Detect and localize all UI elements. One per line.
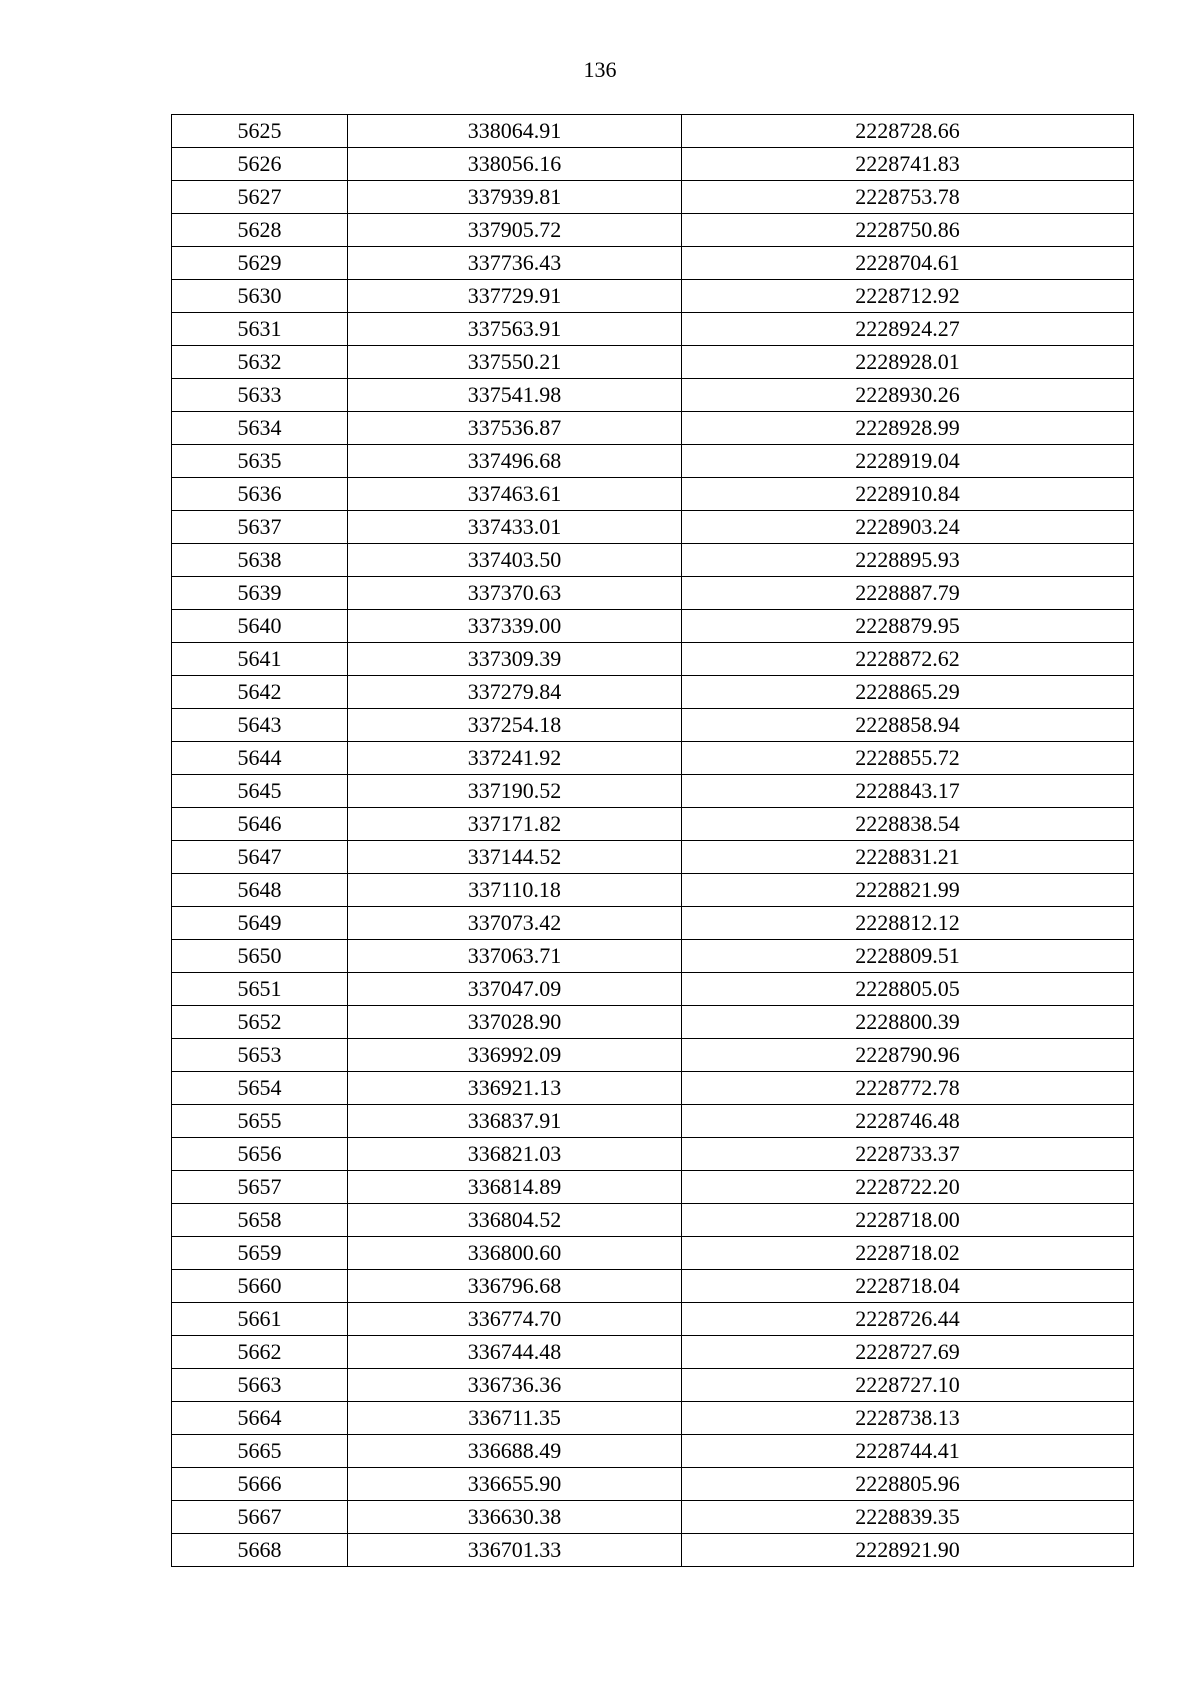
point-number-cell: 5643 bbox=[172, 709, 348, 742]
table-row bbox=[172, 412, 1134, 445]
x-coordinate-cell: 337433.01 bbox=[348, 511, 682, 544]
table-row bbox=[172, 379, 1134, 412]
x-coordinate-cell: 336800.60 bbox=[348, 1237, 682, 1270]
y-coordinate-cell: 2228921.90 bbox=[682, 1534, 1134, 1567]
y-coordinate-cell: 2228772.78 bbox=[682, 1072, 1134, 1105]
x-coordinate-cell: 338064.91 bbox=[348, 115, 682, 148]
x-coordinate-cell: 336774.70 bbox=[348, 1303, 682, 1336]
y-coordinate-cell: 2228718.02 bbox=[682, 1237, 1134, 1270]
x-coordinate-cell: 337171.82 bbox=[348, 808, 682, 841]
table-row bbox=[172, 1501, 1134, 1534]
coordinates-table bbox=[171, 114, 1134, 1567]
table-row bbox=[172, 1303, 1134, 1336]
y-coordinate-cell: 2228903.24 bbox=[682, 511, 1134, 544]
y-coordinate-cell: 2228800.39 bbox=[682, 1006, 1134, 1039]
point-number-cell: 5666 bbox=[172, 1468, 348, 1501]
x-coordinate-cell: 337905.72 bbox=[348, 214, 682, 247]
x-coordinate-cell: 337403.50 bbox=[348, 544, 682, 577]
y-coordinate-cell: 2228821.99 bbox=[682, 874, 1134, 907]
x-coordinate-cell: 337254.18 bbox=[348, 709, 682, 742]
x-coordinate-cell: 336804.52 bbox=[348, 1204, 682, 1237]
table-row bbox=[172, 808, 1134, 841]
x-coordinate-cell: 337279.84 bbox=[348, 676, 682, 709]
x-coordinate-cell: 337563.91 bbox=[348, 313, 682, 346]
y-coordinate-cell: 2228750.86 bbox=[682, 214, 1134, 247]
x-coordinate-cell: 337541.98 bbox=[348, 379, 682, 412]
y-coordinate-cell: 2228712.92 bbox=[682, 280, 1134, 313]
x-coordinate-cell: 337550.21 bbox=[348, 346, 682, 379]
table-row bbox=[172, 577, 1134, 610]
y-coordinate-cell: 2228805.05 bbox=[682, 973, 1134, 1006]
point-number-cell: 5658 bbox=[172, 1204, 348, 1237]
table-row bbox=[172, 1435, 1134, 1468]
point-number-cell: 5640 bbox=[172, 610, 348, 643]
table-row bbox=[172, 775, 1134, 808]
y-coordinate-cell: 2228838.54 bbox=[682, 808, 1134, 841]
point-number-cell: 5631 bbox=[172, 313, 348, 346]
x-coordinate-cell: 337063.71 bbox=[348, 940, 682, 973]
x-coordinate-cell: 336814.89 bbox=[348, 1171, 682, 1204]
y-coordinate-cell: 2228726.44 bbox=[682, 1303, 1134, 1336]
point-number-cell: 5646 bbox=[172, 808, 348, 841]
x-coordinate-cell: 336630.38 bbox=[348, 1501, 682, 1534]
point-number-cell: 5659 bbox=[172, 1237, 348, 1270]
y-coordinate-cell: 2228919.04 bbox=[682, 445, 1134, 478]
x-coordinate-cell: 337496.68 bbox=[348, 445, 682, 478]
y-coordinate-cell: 2228718.04 bbox=[682, 1270, 1134, 1303]
x-coordinate-cell: 336655.90 bbox=[348, 1468, 682, 1501]
y-coordinate-cell: 2228910.84 bbox=[682, 478, 1134, 511]
table-row bbox=[172, 148, 1134, 181]
table-row bbox=[172, 1468, 1134, 1501]
point-number-cell: 5657 bbox=[172, 1171, 348, 1204]
page-number: 136 bbox=[583, 57, 617, 82]
table-row bbox=[172, 841, 1134, 874]
point-number-cell: 5647 bbox=[172, 841, 348, 874]
table-row bbox=[172, 643, 1134, 676]
point-number-cell: 5665 bbox=[172, 1435, 348, 1468]
table-row bbox=[172, 907, 1134, 940]
table-row bbox=[172, 247, 1134, 280]
y-coordinate-cell: 2228744.41 bbox=[682, 1435, 1134, 1468]
point-number-cell: 5651 bbox=[172, 973, 348, 1006]
table-row bbox=[172, 1204, 1134, 1237]
y-coordinate-cell: 2228741.83 bbox=[682, 148, 1134, 181]
y-coordinate-cell: 2228839.35 bbox=[682, 1501, 1134, 1534]
y-coordinate-cell: 2228843.17 bbox=[682, 775, 1134, 808]
point-number-cell: 5639 bbox=[172, 577, 348, 610]
y-coordinate-cell: 2228805.96 bbox=[682, 1468, 1134, 1501]
point-number-cell: 5644 bbox=[172, 742, 348, 775]
point-number-cell: 5649 bbox=[172, 907, 348, 940]
table-row bbox=[172, 346, 1134, 379]
y-coordinate-cell: 2228855.72 bbox=[682, 742, 1134, 775]
y-coordinate-cell: 2228722.20 bbox=[682, 1171, 1134, 1204]
table-row bbox=[172, 973, 1134, 1006]
table-row bbox=[172, 478, 1134, 511]
x-coordinate-cell: 337144.52 bbox=[348, 841, 682, 874]
point-number-cell: 5625 bbox=[172, 115, 348, 148]
table-row bbox=[172, 115, 1134, 148]
y-coordinate-cell: 2228865.29 bbox=[682, 676, 1134, 709]
y-coordinate-cell: 2228704.61 bbox=[682, 247, 1134, 280]
table-row bbox=[172, 940, 1134, 973]
x-coordinate-cell: 337339.00 bbox=[348, 610, 682, 643]
point-number-cell: 5667 bbox=[172, 1501, 348, 1534]
x-coordinate-cell: 336701.33 bbox=[348, 1534, 682, 1567]
x-coordinate-cell: 336992.09 bbox=[348, 1039, 682, 1072]
x-coordinate-cell: 337241.92 bbox=[348, 742, 682, 775]
y-coordinate-cell: 2228718.00 bbox=[682, 1204, 1134, 1237]
point-number-cell: 5629 bbox=[172, 247, 348, 280]
table-row bbox=[172, 1369, 1134, 1402]
point-number-cell: 5632 bbox=[172, 346, 348, 379]
point-number-cell: 5654 bbox=[172, 1072, 348, 1105]
table-row bbox=[172, 511, 1134, 544]
table-row bbox=[172, 1039, 1134, 1072]
table-row bbox=[172, 1105, 1134, 1138]
x-coordinate-cell: 336744.48 bbox=[348, 1336, 682, 1369]
table-row bbox=[172, 1171, 1134, 1204]
point-number-cell: 5630 bbox=[172, 280, 348, 313]
table-row bbox=[172, 1237, 1134, 1270]
table-row bbox=[172, 874, 1134, 907]
x-coordinate-cell: 337536.87 bbox=[348, 412, 682, 445]
x-coordinate-cell: 337736.43 bbox=[348, 247, 682, 280]
x-coordinate-cell: 337463.61 bbox=[348, 478, 682, 511]
point-number-cell: 5653 bbox=[172, 1039, 348, 1072]
x-coordinate-cell: 336711.35 bbox=[348, 1402, 682, 1435]
y-coordinate-cell: 2228812.12 bbox=[682, 907, 1134, 940]
point-number-cell: 5655 bbox=[172, 1105, 348, 1138]
y-coordinate-cell: 2228928.01 bbox=[682, 346, 1134, 379]
point-number-cell: 5652 bbox=[172, 1006, 348, 1039]
y-coordinate-cell: 2228727.10 bbox=[682, 1369, 1134, 1402]
table-row bbox=[172, 313, 1134, 346]
point-number-cell: 5641 bbox=[172, 643, 348, 676]
y-coordinate-cell: 2228895.93 bbox=[682, 544, 1134, 577]
x-coordinate-cell: 337729.91 bbox=[348, 280, 682, 313]
point-number-cell: 5656 bbox=[172, 1138, 348, 1171]
table-row bbox=[172, 544, 1134, 577]
x-coordinate-cell: 336837.91 bbox=[348, 1105, 682, 1138]
table-row bbox=[172, 1006, 1134, 1039]
table-row bbox=[172, 676, 1134, 709]
x-coordinate-cell: 337939.81 bbox=[348, 181, 682, 214]
x-coordinate-cell: 336921.13 bbox=[348, 1072, 682, 1105]
table-row bbox=[172, 1336, 1134, 1369]
x-coordinate-cell: 338056.16 bbox=[348, 148, 682, 181]
y-coordinate-cell: 2228858.94 bbox=[682, 709, 1134, 742]
x-coordinate-cell: 336736.36 bbox=[348, 1369, 682, 1402]
x-coordinate-cell: 336796.68 bbox=[348, 1270, 682, 1303]
table-row bbox=[172, 742, 1134, 775]
point-number-cell: 5635 bbox=[172, 445, 348, 478]
point-number-cell: 5642 bbox=[172, 676, 348, 709]
table-row bbox=[172, 214, 1134, 247]
x-coordinate-cell: 337370.63 bbox=[348, 577, 682, 610]
x-coordinate-cell: 337073.42 bbox=[348, 907, 682, 940]
x-coordinate-cell: 337028.90 bbox=[348, 1006, 682, 1039]
point-number-cell: 5661 bbox=[172, 1303, 348, 1336]
point-number-cell: 5636 bbox=[172, 478, 348, 511]
y-coordinate-cell: 2228924.27 bbox=[682, 313, 1134, 346]
x-coordinate-cell: 337190.52 bbox=[348, 775, 682, 808]
y-coordinate-cell: 2228746.48 bbox=[682, 1105, 1134, 1138]
point-number-cell: 5626 bbox=[172, 148, 348, 181]
table-row bbox=[172, 1138, 1134, 1171]
point-number-cell: 5663 bbox=[172, 1369, 348, 1402]
coordinates-table-body bbox=[172, 115, 1134, 1567]
table-row bbox=[172, 1072, 1134, 1105]
y-coordinate-cell: 2228738.13 bbox=[682, 1402, 1134, 1435]
y-coordinate-cell: 2228831.21 bbox=[682, 841, 1134, 874]
y-coordinate-cell: 2228790.96 bbox=[682, 1039, 1134, 1072]
y-coordinate-cell: 2228727.69 bbox=[682, 1336, 1134, 1369]
y-coordinate-cell: 2228879.95 bbox=[682, 610, 1134, 643]
x-coordinate-cell: 336688.49 bbox=[348, 1435, 682, 1468]
point-number-cell: 5627 bbox=[172, 181, 348, 214]
y-coordinate-cell: 2228753.78 bbox=[682, 181, 1134, 214]
y-coordinate-cell: 2228887.79 bbox=[682, 577, 1134, 610]
point-number-cell: 5650 bbox=[172, 940, 348, 973]
y-coordinate-cell: 2228872.62 bbox=[682, 643, 1134, 676]
point-number-cell: 5668 bbox=[172, 1534, 348, 1567]
y-coordinate-cell: 2228728.66 bbox=[682, 115, 1134, 148]
point-number-cell: 5645 bbox=[172, 775, 348, 808]
y-coordinate-cell: 2228928.99 bbox=[682, 412, 1134, 445]
point-number-cell: 5638 bbox=[172, 544, 348, 577]
point-number-cell: 5662 bbox=[172, 1336, 348, 1369]
table-row bbox=[172, 1270, 1134, 1303]
point-number-cell: 5628 bbox=[172, 214, 348, 247]
point-number-cell: 5633 bbox=[172, 379, 348, 412]
table-row bbox=[172, 445, 1134, 478]
table-row bbox=[172, 709, 1134, 742]
x-coordinate-cell: 336821.03 bbox=[348, 1138, 682, 1171]
y-coordinate-cell: 2228809.51 bbox=[682, 940, 1134, 973]
table-row bbox=[172, 280, 1134, 313]
y-coordinate-cell: 2228733.37 bbox=[682, 1138, 1134, 1171]
x-coordinate-cell: 337110.18 bbox=[348, 874, 682, 907]
table-row bbox=[172, 181, 1134, 214]
x-coordinate-cell: 337309.39 bbox=[348, 643, 682, 676]
table-row bbox=[172, 1534, 1134, 1567]
table-row bbox=[172, 1402, 1134, 1435]
y-coordinate-cell: 2228930.26 bbox=[682, 379, 1134, 412]
point-number-cell: 5660 bbox=[172, 1270, 348, 1303]
point-number-cell: 5648 bbox=[172, 874, 348, 907]
point-number-cell: 5664 bbox=[172, 1402, 348, 1435]
x-coordinate-cell: 337047.09 bbox=[348, 973, 682, 1006]
point-number-cell: 5634 bbox=[172, 412, 348, 445]
point-number-cell: 5637 bbox=[172, 511, 348, 544]
table-row bbox=[172, 610, 1134, 643]
